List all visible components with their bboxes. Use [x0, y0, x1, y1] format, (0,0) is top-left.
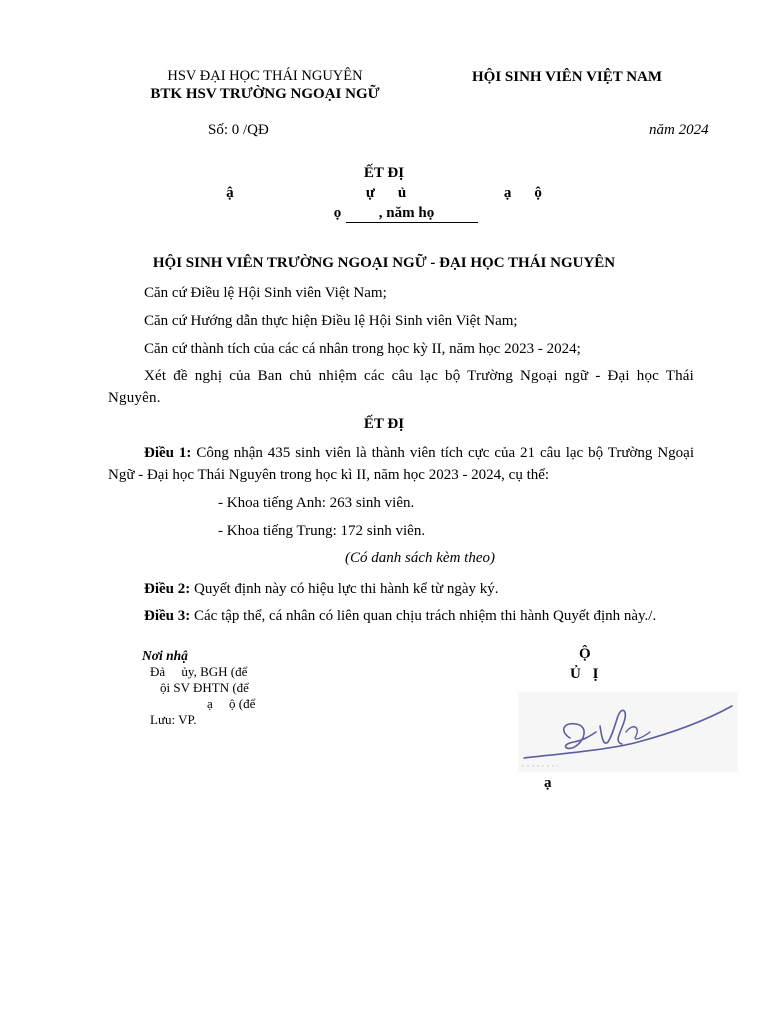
handwritten-signature	[518, 692, 738, 772]
title-underline	[346, 222, 478, 223]
document-number: Số: 0 /QĐ	[208, 122, 269, 138]
article-2	[108, 578, 694, 600]
article-1	[108, 442, 694, 486]
basis-4: Xét đề nghị của Ban chủ nhiệm các câu lạc bộ Trường Ngoại ngữ - Đại học Thái Nguyên.	[108, 368, 694, 406]
bullet-english: - Khoa tiếng Anh: 263 sinh viên.	[218, 495, 415, 511]
article-1-label: Điều 1:	[144, 445, 192, 461]
recipients-title: Nơi nhậ	[142, 648, 188, 663]
signer-title: Ủ Ị	[570, 666, 599, 682]
basis-2: Căn cứ Hướng dẫn thực hiện Điều lệ Hội Sinh viên Việt Nam;	[144, 313, 518, 329]
basis-1: Căn cứ Điều lệ Hội Sinh viên Việt Nam;	[144, 285, 387, 301]
article-3	[108, 605, 708, 627]
article-1-text: Công nhận 435 sinh viên là thành viên tích cực của 21 câu lạc bộ Trường Ngoại Ngữ - Đại học Thái Nguyên trong học kì II, năm học 2023 - 2024, cụ thể:	[108, 445, 694, 483]
article-3-label: Điều 3:	[144, 608, 191, 624]
org-name: BTK HSV TRƯỜNG NGOẠI NGỮ	[150, 86, 380, 102]
decision-title: ẾT ĐỊ	[363, 165, 405, 181]
nation-header: HỘI SINH VIÊN VIỆT NAM	[472, 69, 663, 85]
signer-org: Ộ	[579, 646, 591, 662]
recipient-item: Đả ủy, BGH (để	[150, 664, 248, 679]
decision-subtitle-line2: ọ , năm họ	[333, 205, 435, 221]
recipient-item: ạ ộ (để	[207, 696, 256, 711]
document-date: năm 2024	[649, 122, 709, 138]
article-2-text: Quyết định này có hiệu lực thi hành kể từ ngày ký.	[190, 581, 499, 597]
attachment-note: (Có danh sách kèm theo)	[345, 550, 495, 566]
decide-heading: ẾT ĐỊ	[363, 416, 405, 432]
recipient-item: Lưu: VP.	[150, 712, 197, 727]
basis-3: Căn cứ thành tích của các cá nhân trong học kỳ II, năm học 2023 - 2024;	[144, 341, 581, 357]
issuer-heading: HỘI SINH VIÊN TRƯỜNG NGOẠI NGỮ - ĐẠI HỌC THÁI NGUYÊN	[152, 255, 616, 271]
decision-subtitle-line1: ậ ự ủ ạ ộ	[226, 185, 542, 201]
signer-name: ạ	[544, 775, 552, 791]
org-parent: HSV ĐẠI HỌC THÁI NGUYÊN	[167, 68, 363, 84]
recipient-item: ội SV ĐHTN (để	[160, 680, 249, 695]
article-2-label: Điều 2:	[144, 581, 191, 597]
article-3-text: Các tập thể, cá nhân có liên quan chịu trách nhiệm thi hành Quyết định này./.	[190, 608, 657, 624]
bullet-chinese: - Khoa tiếng Trung: 172 sinh viên.	[218, 523, 426, 539]
